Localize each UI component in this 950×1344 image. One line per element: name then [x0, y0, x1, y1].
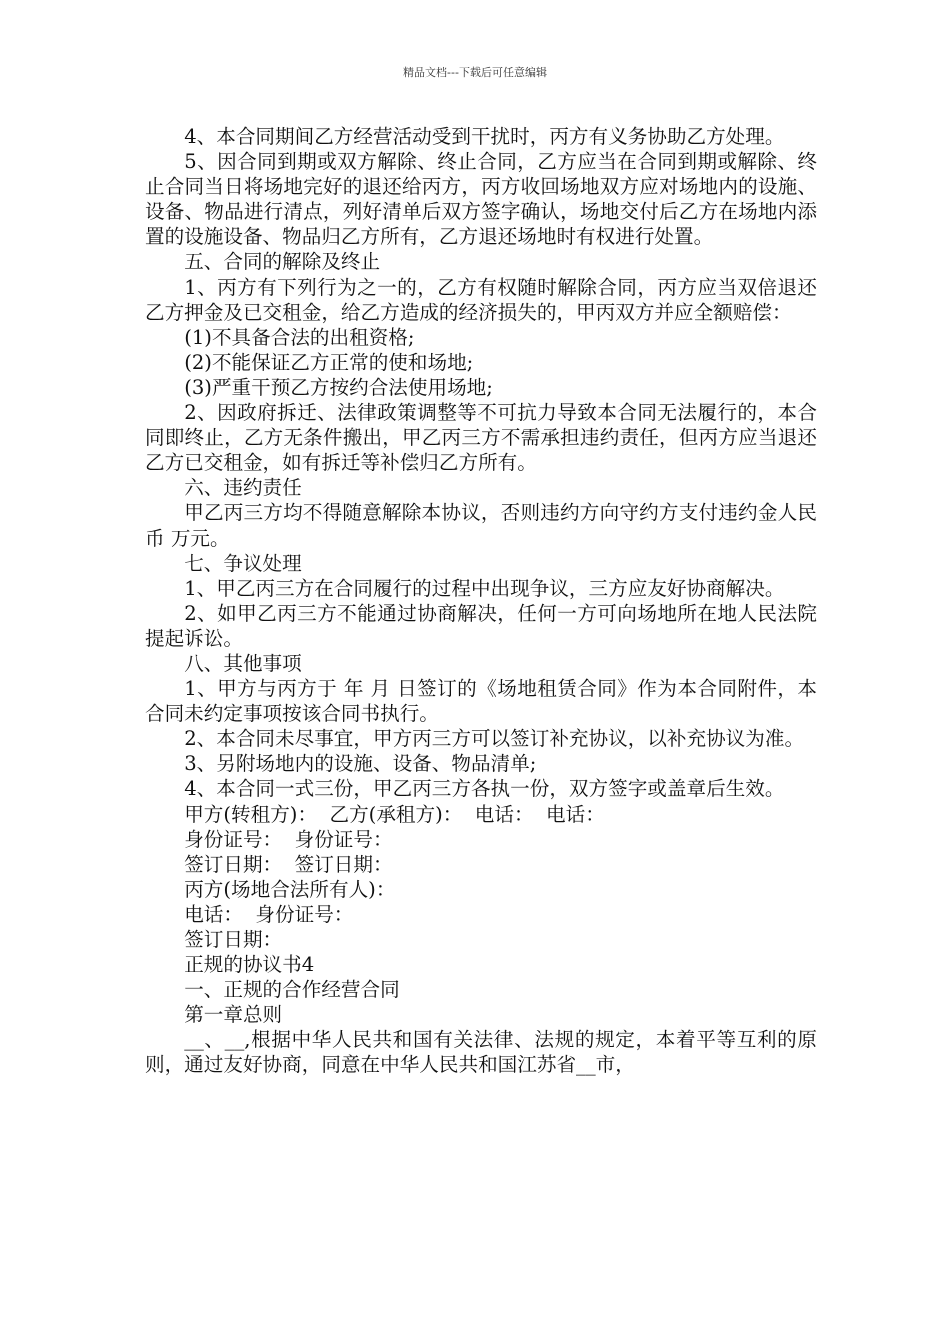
- paragraph: 2、如甲乙丙三方不能通过协商解决，任何一方可向场地所在地人民法院提起诉讼。: [145, 601, 817, 650]
- signature-line: 丙方(场地合法所有人)：: [184, 877, 396, 901]
- section-heading: 一、正规的合作经营合同: [184, 978, 400, 1002]
- paragraph: 3、另附场地内的设施、设备、物品清单;: [184, 752, 537, 776]
- list-item: (2)不能保证乙方正常的使和场地;: [184, 350, 474, 374]
- paragraph: 1、甲方与丙方于 年 月 日签订的《场地租赁合同》作为本合同附件，本合同未约定事项按该合同书执行。: [145, 677, 817, 726]
- signature-line: 电话： 身份证号：: [184, 902, 354, 926]
- paragraph: 5、因合同到期或双方解除、终止合同，乙方应当在合同到期或解除、终止合同当日将场地完好的退还给丙方，丙方收回场地双方应对场地内的设施、设备、物品进行清点，列好清单后双方签字确认，场地交付后乙方在场地内添置的设施设备、物品归乙方所有，乙方退还场地时有权进行处置。: [145, 150, 817, 249]
- signature-line: 签订日期：: [184, 928, 283, 951]
- section-heading: 五、合同的解除及终止: [184, 250, 381, 274]
- section-heading: 八、其他事项: [184, 651, 302, 675]
- paragraph: 1、丙方有下列行为之一的，乙方有权随时解除合同，丙方应当双倍退还乙方押金及已交租金，给乙方造成的经济损失的，甲丙双方并应全额赔偿：: [145, 275, 817, 324]
- chapter-heading: 第一章总则: [184, 1003, 283, 1027]
- paragraph: 1、甲乙丙三方在合同履行的过程中出现争议，三方应友好协商解决。: [184, 576, 785, 600]
- list-item: (1)不具备合法的出租资格;: [184, 325, 415, 349]
- section-heading: 七、争议处理: [184, 551, 302, 575]
- paragraph: __、__,根据中华人民共和国有关法律、法规的规定，本着平等互利的原则，通过友好协商，同意在中华人民共和国江苏省__市，: [145, 1028, 817, 1077]
- paragraph: 甲乙丙三方均不得随意解除本协议，否则违约方向守约方支付违约金人民币 万元。: [145, 501, 817, 550]
- paragraph: 2、本合同未尽事宜，甲方丙三方可以签订补充协议，以补充协议为准。: [184, 727, 805, 751]
- signature-line: 甲方(转租方)： 乙方(承租方)： 电话： 电话：: [184, 802, 605, 826]
- section-heading: 六、违约责任: [184, 476, 302, 500]
- document-title: 正规的协议书4: [184, 953, 315, 977]
- list-item: (3)严重干预乙方按约合法使用场地;: [184, 375, 493, 399]
- page-header: 精品文档---下载后可任意编辑: [403, 66, 547, 79]
- paragraph: 2、因政府拆迁、法律政策调整等不可抗力导致本合同无法履行的，本合同即终止，乙方无条件搬出，甲乙丙三方不需承担违约责任，但丙方应当退还乙方已交租金，如有拆迁等补偿归乙方所有。: [145, 401, 817, 475]
- document-body: [145, 124, 817, 1078]
- paragraph: 4、本合同期间乙方经营活动受到干扰时，丙方有义务协助乙方处理。: [184, 125, 785, 148]
- signature-line: 签订日期： 签订日期：: [184, 852, 393, 876]
- paragraph: 4、本合同一式三份，甲乙丙三方各执一份，双方签字或盖章后生效。: [184, 777, 785, 801]
- signature-line: 身份证号： 身份证号：: [184, 827, 393, 851]
